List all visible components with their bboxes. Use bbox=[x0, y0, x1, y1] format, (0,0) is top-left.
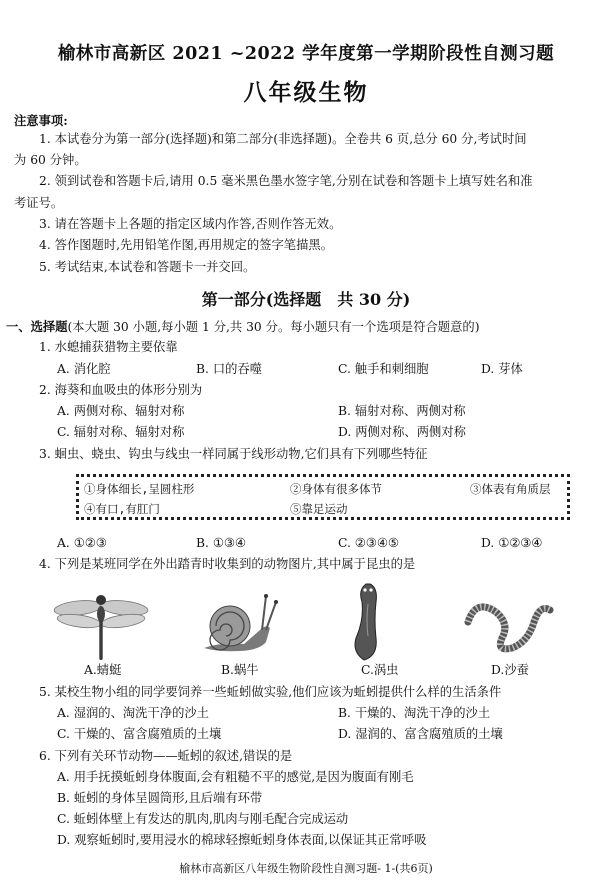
notice-item-1: 1. 本试卷分为第一部分(选择题)和第二部分(非选择题)。全卷共 6 页,总分 60 分,考试时间 bbox=[39, 132, 527, 146]
q3-feature-2: ②身体有很多体节 bbox=[290, 482, 382, 496]
subject-title: 八年级生物 bbox=[243, 79, 369, 106]
q4-option-d: D.沙蚕 bbox=[491, 663, 529, 677]
q6-option-d: D. 观察蚯蚓时,要用浸水的棉球轻擦蚯蚓身体表面,以保证其正常呼吸 bbox=[57, 833, 427, 847]
q3-feature-3: ③体表有角质层 bbox=[470, 482, 551, 496]
q1-stem: 1. 水螅捕获猎物主要依靠 bbox=[39, 340, 178, 354]
q4-stem: 4. 下列是某班同学在外出踏青时收集到的动物图片,其中属于昆虫的是 bbox=[39, 557, 416, 571]
q6-stem: 6. 下列有关环节动物——蚯蚓的叙述,错误的是 bbox=[39, 749, 293, 763]
q3-option-d: D. ①②③④ bbox=[481, 536, 543, 550]
q2-stem: 2. 海葵和血吸虫的体形分别为 bbox=[39, 383, 203, 397]
q1-option-b: B. 口的吞噬 bbox=[196, 362, 263, 376]
q3-option-a: A. ①②③ bbox=[57, 536, 107, 550]
q5-option-c: C. 干燥的、富含腐殖质的土壤 bbox=[57, 727, 222, 741]
q3-feature-4: ④有口,有肛门 bbox=[84, 502, 160, 516]
notice-item-1-cont: 为 60 分钟。 bbox=[14, 153, 87, 167]
part1-title: 第一部分(选择题 共 30 分) bbox=[201, 290, 411, 309]
exam-title: 榆林市高新区 2021 ~2022 学年度第一学期阶段性自测习题 bbox=[57, 44, 555, 64]
q6-option-c: C. 蚯蚓体壁上有发达的肌肉,肌肉与刚毛配合完成运动 bbox=[57, 812, 349, 826]
q5-option-d: D. 湿润的、富含腐殖质的土壤 bbox=[338, 727, 503, 741]
q3-stem: 3. 蛔虫、蛲虫、钩虫与线虫一样同属于线形动物,它们具有下列哪些特征 bbox=[39, 447, 428, 461]
notice-item-3: 3. 请在答题卡上各题的指定区域内作答,否则作答无效。 bbox=[39, 217, 342, 231]
snail-image bbox=[200, 590, 280, 654]
q3-feature-5: ⑤靠足运动 bbox=[290, 502, 348, 516]
q1-option-a: A. 消化腔 bbox=[57, 362, 111, 376]
sandworm-image bbox=[462, 592, 554, 658]
page-footer: 榆林市高新区八年级生物阶段性自测习题- 1-(共6页) bbox=[179, 862, 433, 875]
q6-option-a: A. 用手抚摸蚯蚓身体腹面,会有粗糙不平的感觉,是因为腹面有刚毛 bbox=[57, 770, 414, 784]
section-instruction-text: (本大题 30 小题,每小题 1 分,共 30 分。每小题只有一个选项是符合题意的) bbox=[67, 320, 480, 334]
q4-option-b: B.蜗牛 bbox=[221, 663, 259, 677]
notice-heading: 注意事项: bbox=[14, 113, 68, 128]
notice-item-5: 5. 考试结束,本试卷和答题卡一并交回。 bbox=[39, 260, 256, 274]
q3-option-b: B. ①③④ bbox=[196, 536, 246, 550]
q4-option-c: C.涡虫 bbox=[361, 663, 399, 677]
notice-item-4: 4. 答作图题时,先用铅笔作图,再用规定的签字笔描黑。 bbox=[39, 238, 333, 252]
q2-option-c: C. 辐射对称、辐射对称 bbox=[57, 425, 185, 439]
q3-feature-1: ①身体细长,呈圆柱形 bbox=[84, 482, 195, 496]
notice-item-2: 2. 领到试卷和答题卡后,请用 0.5 毫米黑色墨水签字笔,分别在试卷和答题卡上填写姓名和准 bbox=[39, 174, 533, 188]
flatworm-image bbox=[346, 580, 390, 662]
q5-stem: 5. 某校生物小组的同学要饲养一些蚯蚓做实验,他们应该为蚯蚓提供什么样的生活条件 bbox=[39, 685, 502, 699]
q1-option-d: D. 芽体 bbox=[481, 362, 523, 376]
q3-option-c: C. ②③④⑤ bbox=[338, 536, 399, 550]
q6-option-b: B. 蚯蚓的身体呈圆筒形,且后端有环带 bbox=[57, 791, 263, 805]
section-instruction-label: 一、选择题 bbox=[6, 319, 68, 334]
q2-option-b: B. 辐射对称、两侧对称 bbox=[338, 404, 466, 418]
notice-item-2-cont: 考证号。 bbox=[14, 196, 64, 210]
q2-option-d: D. 两侧对称、两侧对称 bbox=[338, 425, 466, 439]
q4-option-a: A.蜻蜓 bbox=[84, 663, 122, 677]
q5-option-a: A. 湿润的、淘洗干净的沙土 bbox=[57, 706, 209, 720]
q5-option-b: B. 干燥的、淘洗干净的沙土 bbox=[338, 706, 491, 720]
section-instruction bbox=[6, 318, 480, 336]
q2-option-a: A. 两侧对称、辐射对称 bbox=[57, 404, 185, 418]
dragonfly-image bbox=[52, 588, 150, 662]
q1-option-c: C. 触手和刺细胞 bbox=[338, 362, 429, 376]
